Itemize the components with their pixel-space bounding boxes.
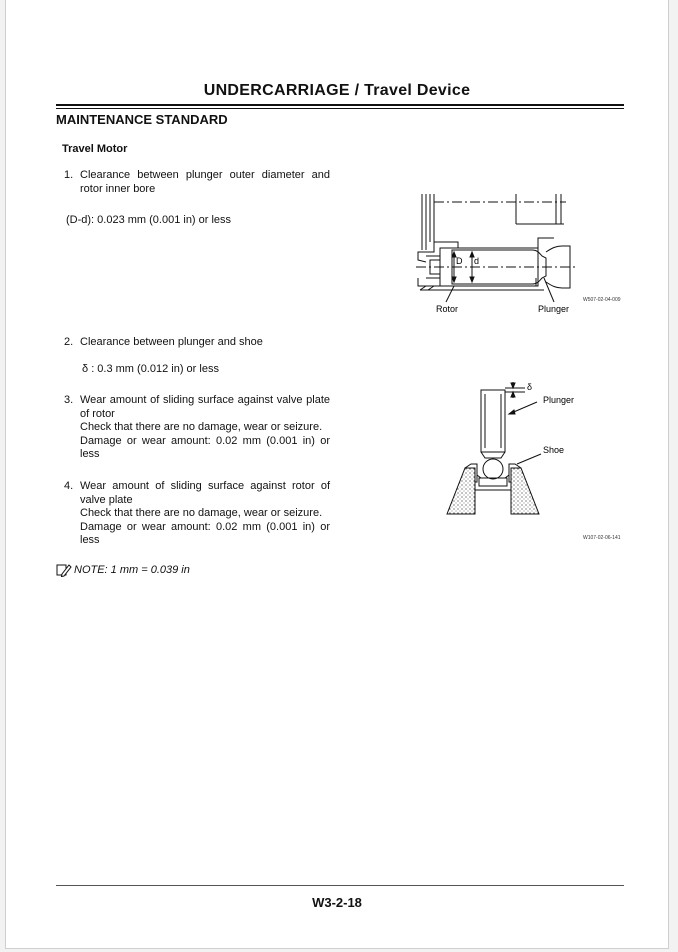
delta-symbol: δ — [82, 363, 89, 375]
list-item-3 — [64, 394, 330, 462]
item-number: 3. — [64, 394, 74, 406]
item-text: Wear amount of sliding surface against rotor of valve plate — [80, 480, 330, 506]
list-item-2 — [64, 336, 330, 350]
item-text: Clearance between plunger and shoe — [80, 336, 263, 348]
pencil-note-icon — [56, 563, 72, 577]
item-number: 1. — [64, 169, 74, 181]
item-text: Damage or wear amount: 0.02 mm (0.001 in) or less — [80, 520, 330, 546]
item-text: Damage or wear amount: 0.02 mm (0.001 in) or less — [80, 434, 330, 460]
item-number: 4. — [64, 480, 74, 492]
page-number: W3-2-18 — [312, 895, 362, 910]
footer-rule — [56, 885, 624, 886]
page-title: UNDERCARRIAGE / Travel Device — [203, 82, 471, 99]
label-plunger: Plunger — [543, 395, 575, 405]
figure-1-code: W507-02-04-009 — [583, 297, 621, 303]
item-text: Check that there are no damage, wear or seizure. — [80, 507, 323, 519]
item-1-spec: (D-d): 0.023 mm (0.001 in) or less — [66, 214, 232, 226]
label-d: d — [474, 256, 480, 266]
note — [56, 563, 190, 577]
spec-value: : 0.3 mm (0.012 in) or less — [91, 363, 219, 375]
note-text: NOTE: 1 mm = 0.039 in — [74, 564, 190, 576]
label-shoe: Shoe — [543, 445, 565, 455]
header-rule-thick — [56, 104, 624, 106]
header-rule-thin — [56, 108, 624, 109]
item-number: 2. — [64, 336, 74, 348]
document-page — [5, 0, 669, 949]
list-item-4 — [64, 480, 330, 548]
item-text: Wear amount of sliding surface against valve plate of rotor — [80, 394, 330, 420]
subsection-heading: Travel Motor — [62, 143, 128, 155]
label-plunger: Plunger — [538, 304, 570, 314]
item-2-spec — [82, 363, 219, 376]
figure-2-code: W107-02-06-141 — [583, 535, 621, 541]
label-D: D — [456, 256, 463, 266]
section-heading: MAINTENANCE STANDARD — [56, 112, 228, 127]
plunger-shoe-diagram — [441, 372, 631, 517]
item-text: Clearance between plunger outer diameter and rotor inner bore — [80, 169, 330, 195]
item-text: Check that there are no damage, wear or seizure. — [80, 421, 323, 433]
list-item-1 — [64, 169, 330, 196]
label-delta: δ — [527, 382, 533, 392]
label-rotor: Rotor — [436, 304, 459, 314]
